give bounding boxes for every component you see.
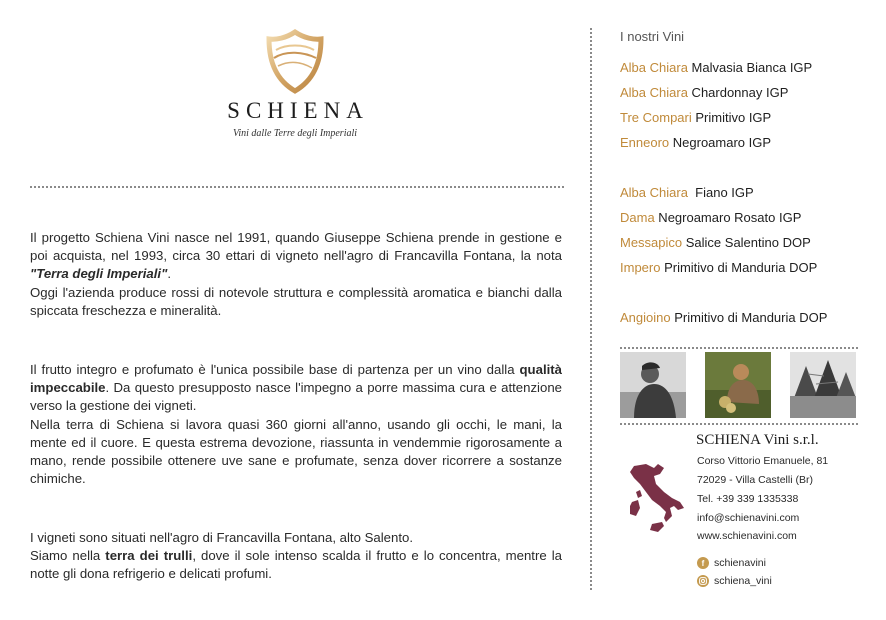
shield-crest-icon [264,28,326,94]
wine-name: Enneoro [620,135,670,150]
wine-desc: Negroamaro Rosato IGP [654,210,802,225]
divider [620,347,858,349]
wine-item [620,210,801,225]
wine-item [620,110,771,125]
brand-tagline: Vini dalle Terre degli Imperiali [232,128,358,139]
facebook-handle: schienavini [714,557,766,569]
wines-title: I nostri Vini [620,29,685,44]
text-run: Oggi l'azienda produce rossi di notevole struttura e complessità aromatica e bianchi dalla spiccata freschezza e mineralità. [30,284,562,318]
wine-desc: Chardonnay IGP [687,85,789,100]
facebook-link[interactable] [697,557,766,569]
wine-name: Messapico [620,235,683,250]
wine-desc: Primitivo IGP [691,110,772,125]
brand-logo [200,28,390,139]
brand-name: SCHIENA [227,98,369,123]
paragraph-quality [30,361,562,488]
text-run: Il progetto Schiena Vini nasce nel 1991, quando Giuseppe Schiena prende in gestione e poi acquista, nel 1993, circa 30 ettari di vigneto nell'agro di Francavilla Fontana, la nota [30,230,562,264]
wine-item [620,60,812,75]
instagram-handle: schiena_vini [714,575,772,587]
email-link[interactable]: info@schienavini.com [697,512,800,524]
wine-name: Dama [620,210,655,225]
paragraph-history [30,229,562,320]
text-emphasis: terra dei trulli [105,548,193,564]
wine-desc: Negroamaro IGP [669,135,772,150]
divider [620,423,858,425]
wine-item [620,135,771,150]
wine-desc: Primitivo di Manduria DOP [670,310,828,325]
divider [30,186,564,188]
italy-map-icon [624,462,686,536]
wine-name: Alba Chiara [620,85,688,100]
phone[interactable]: Tel. +39 339 1335338 [697,493,799,505]
wine-desc: Fiano IGP [687,185,754,200]
wine-item [620,185,754,200]
text-run: Nella terra di Schiena si lavora quasi 360 giorni all'anno, usando gli occhi, le mani, la mente ed il cuore. E questa estrema devozione, riassunta in vendemmie rigorosamente a mano, rende possibile ottenere uve sane e profumate, senza dover ricorrere a sostanze chimiche. [30,416,562,487]
divider [590,28,592,590]
wine-name: Angioino [620,310,671,325]
wine-desc: Malvasia Bianca IGP [687,60,813,75]
text-run: I vigneti sono situati nell'agro di Francavilla Fontana, alto Salento. [30,530,413,545]
instagram-icon [697,575,709,587]
company-name: SCHIENA Vini s.r.l. [696,432,819,448]
facebook-icon: f [697,557,709,569]
text-run: . Da questo presupposto nasce l'impegno a porre massima cura e attenzione verso la gestione dei vigneti. [30,380,562,414]
text-run: Siamo nella [30,548,106,564]
wine-name: Impero [620,260,661,275]
wine-name: Alba Chiara [620,185,688,200]
photo-trulli [790,352,856,418]
wine-item [620,235,811,250]
text-emphasis: "Terra degli Imperiali" [30,266,168,282]
photo-winemaker [620,352,686,418]
wine-item [620,85,788,100]
photo-harvest [705,352,771,418]
wine-name: Alba Chiara [620,60,688,75]
instagram-link[interactable] [697,575,772,587]
address-line: 72029 - Villa Castelli (Br) [697,474,813,486]
text-emphasis: qualità impeccabile [30,362,562,396]
wine-desc: Primitivo di Manduria DOP [660,260,818,275]
wine-item [620,310,827,325]
text-run: . [167,266,172,282]
address-line: Corso Vittorio Emanuele, 81 [697,455,829,467]
website-link[interactable]: www.schienavini.com [697,530,797,542]
wine-item [620,260,817,275]
wine-desc: Salice Salentino DOP [682,235,811,250]
text-run: Il frutto integro e profumato è l'unica possibile base di partenza per un vino dalla [30,362,520,377]
paragraph-vineyards [30,529,562,584]
text-run: , dove il sole intenso scalda il frutto e lo concentra, mentre la notte gli dona refrigerio e delicati profumi. [30,548,562,582]
wine-name: Tre Compari [620,110,692,125]
